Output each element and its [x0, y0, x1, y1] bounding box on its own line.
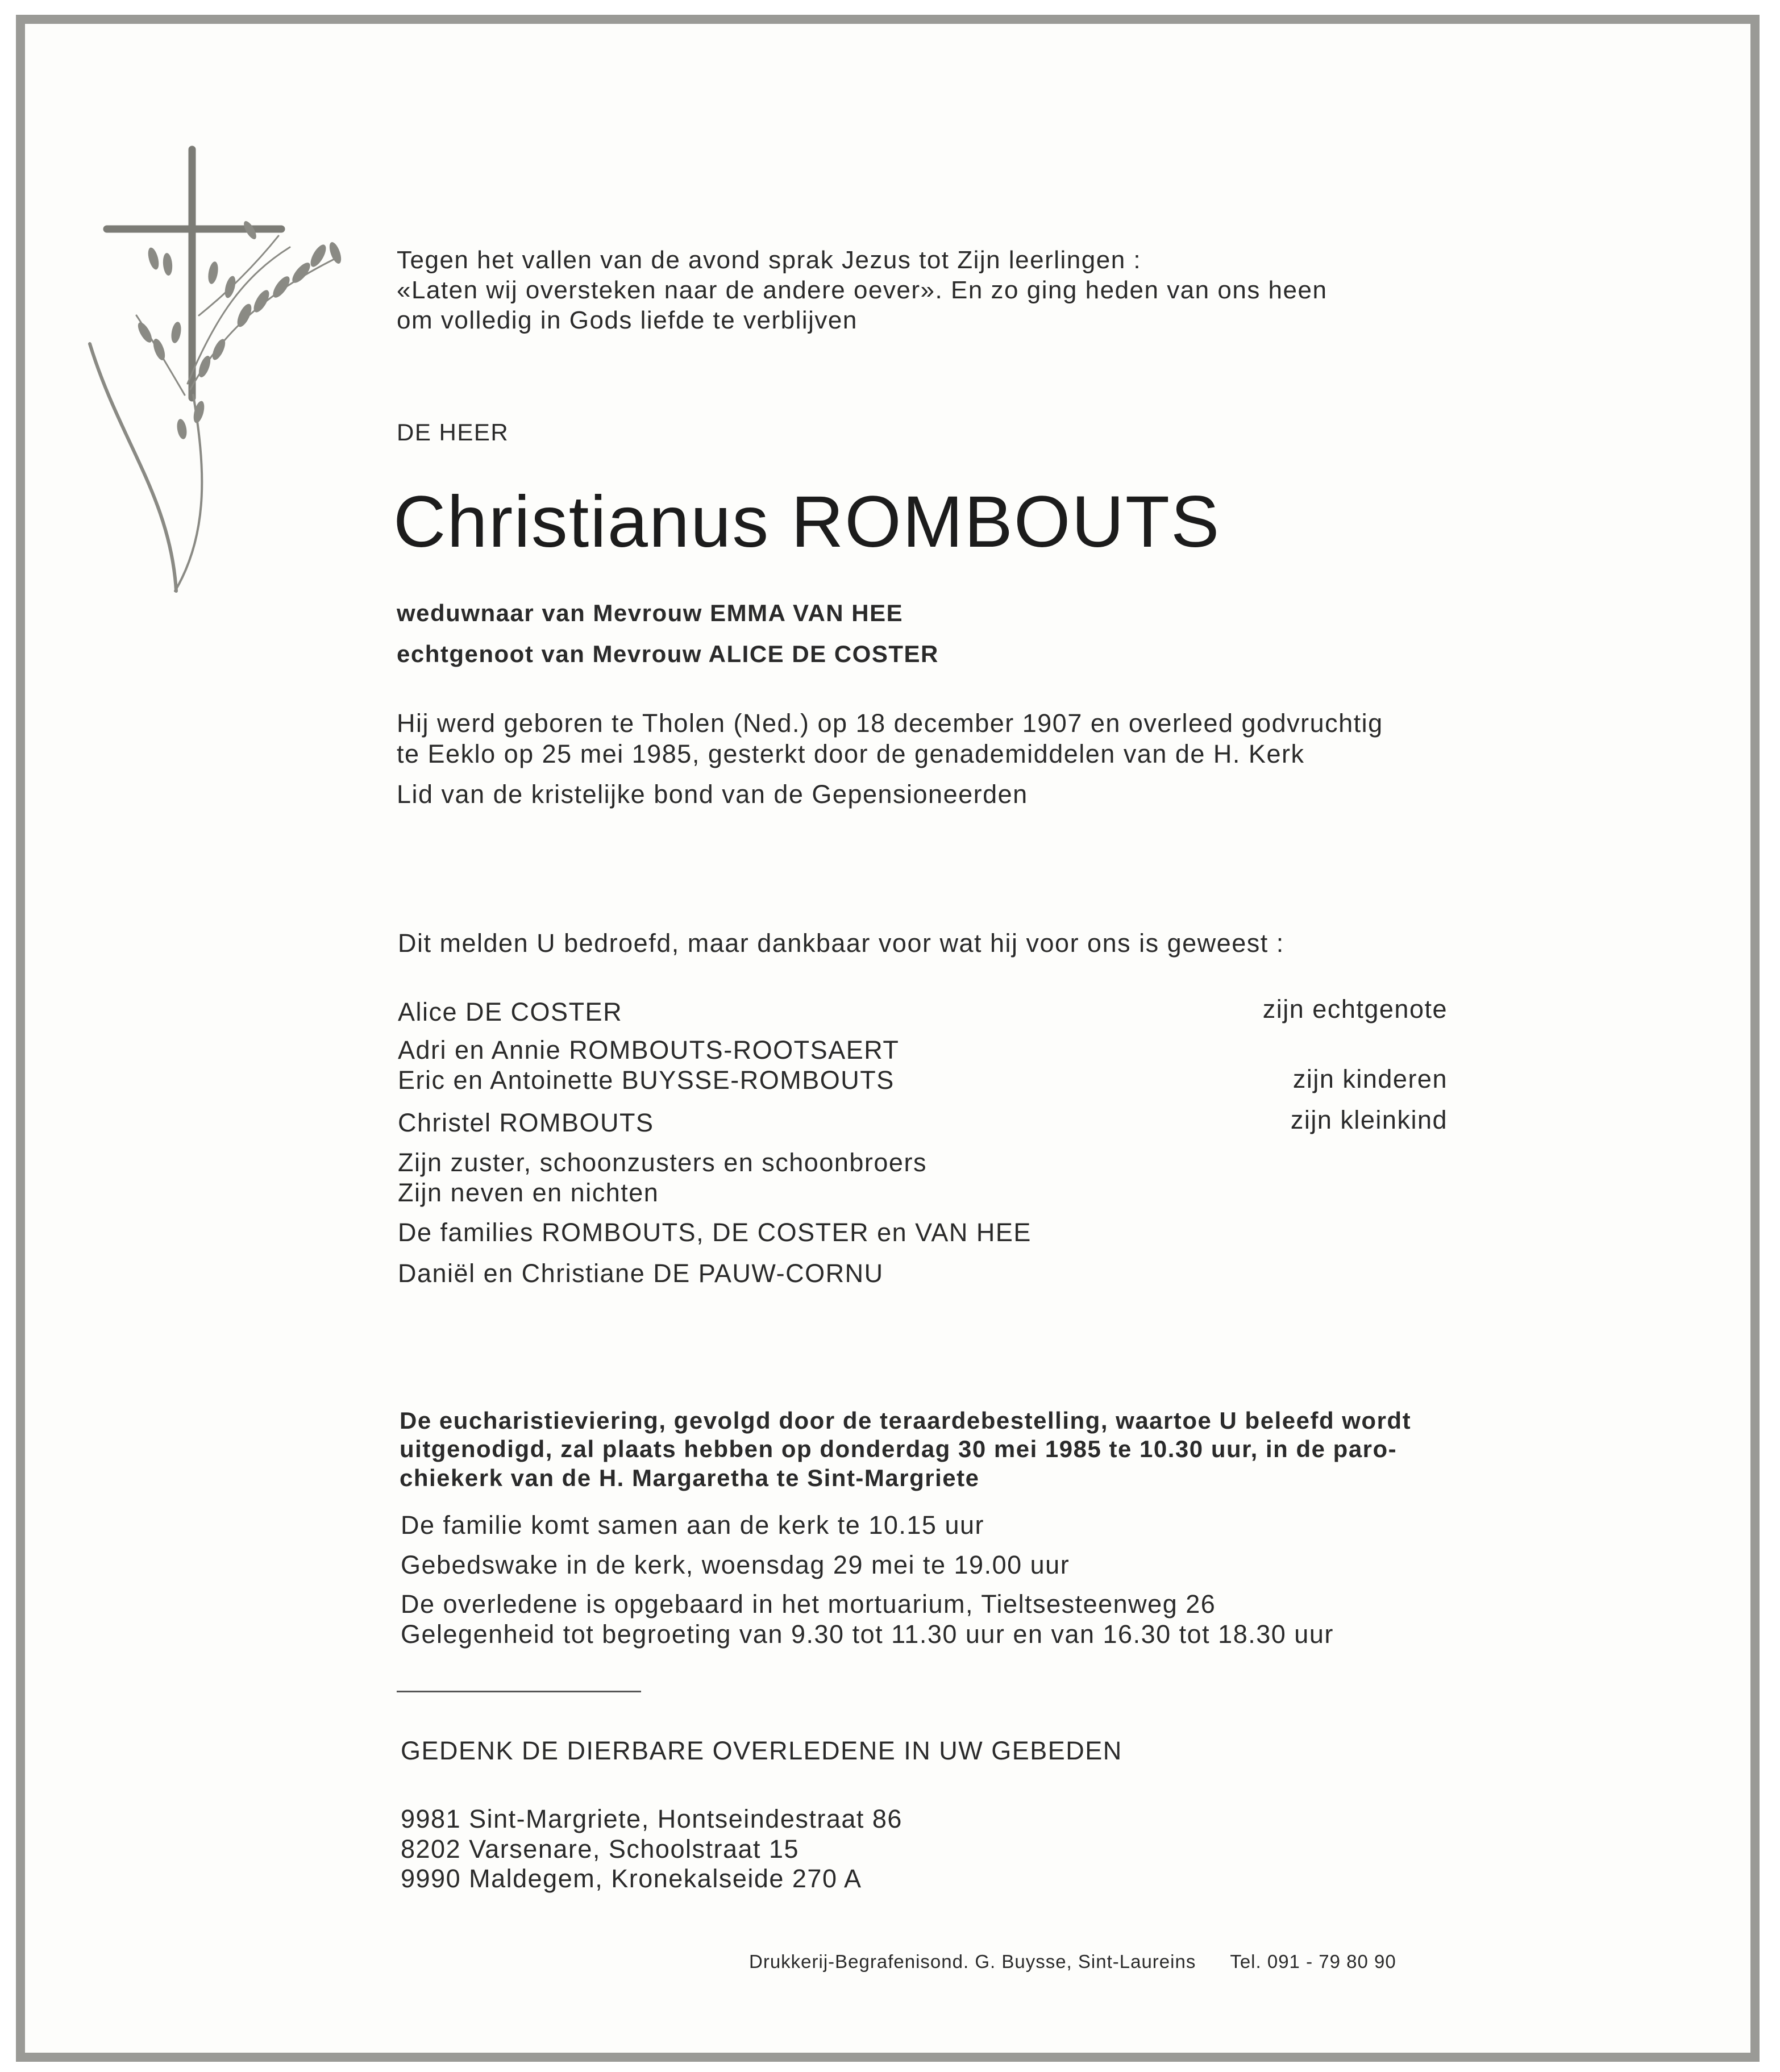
mourner-line: Zijn zuster, schoonzusters en schoonbroers — [398, 1148, 927, 1177]
biography — [397, 708, 1383, 769]
divider-line — [397, 1691, 641, 1692]
relation-label-children: zijn kinderen — [1292, 1064, 1448, 1093]
mourner-siblings — [398, 1148, 927, 1208]
quote-line: Tegen het vallen van de avond sprak Jezus tot Zijn leerlingen : — [397, 246, 1142, 274]
family-gathering: De familie komt samen aan de kerk te 10.15 uur — [401, 1511, 984, 1540]
address-line: 9990 Maldegem, Kronekalseide 270 A — [401, 1864, 862, 1894]
printer-phone: Tel. 091 - 79 80 90 — [1230, 1951, 1396, 1972]
remembrance-line: GEDENK DE DIERBARE OVERLEDENE IN UW GEBEDEN — [401, 1736, 1122, 1765]
mourner-child: Eric en Antoinette BUYSSE-ROMBOUTS — [398, 1065, 895, 1095]
service-line: De eucharistieviering, gevolgd door de teraardebestelling, waartoe U beleefd wordt — [400, 1407, 1412, 1434]
quote-line: «Laten wij oversteken naar de andere oever». En zo ging heden van ons heen — [397, 276, 1328, 304]
service-line: chiekerk van de H. Margaretha te Sint-Margriete — [400, 1464, 980, 1491]
mourner-line: Zijn neven en nichten — [398, 1178, 659, 1207]
mourner-child: Adri en Annie ROMBOUTS-ROOTSAERT — [398, 1035, 900, 1064]
service-line: uitgenodigd, zal plaats hebben op donderdag 30 mei 1985 te 10.30 uur, in de paro- — [400, 1436, 1398, 1463]
viewing-line: De overledene is opgebaard in het mortuarium, Tieltsesteenweg 26 — [401, 1590, 1216, 1619]
relation-label-grandchild: zijn kleinkind — [1290, 1105, 1448, 1134]
addresses — [401, 1804, 903, 1894]
announcement: Dit melden U bedroefd, maar dankbaar voor wat hij voor ons is geweest : — [398, 929, 1284, 958]
biography-line: Hij werd geboren te Tholen (Ned.) op 18 december 1907 en overleed godvruchtig — [397, 709, 1383, 738]
deceased-name: Christianus ROMBOUTS — [393, 481, 1221, 563]
service-main — [400, 1407, 1411, 1492]
mourner-grandchild: Christel ROMBOUTS — [398, 1108, 654, 1137]
mourner-friends: Daniël en Christiane DE PAUW-CORNU — [398, 1259, 884, 1288]
viewing-info — [401, 1590, 1334, 1649]
prayer-vigil: Gebedswake in de kerk, woensdag 29 mei te 19.00 uur — [401, 1550, 1070, 1579]
relation-spouse: echtgenoot van Mevrouw ALICE DE COSTER — [397, 640, 939, 667]
relation-widower: weduwnaar van Mevrouw EMMA VAN HEE — [397, 600, 904, 626]
biography-line: te Eeklo op 25 mei 1985, gesterkt door de genademiddelen van de H. Kerk — [397, 739, 1305, 768]
cross-wheat-emblem — [85, 145, 352, 600]
scripture-quote — [397, 246, 1327, 335]
mourner-spouse: Alice DE COSTER — [398, 997, 623, 1026]
printer-credit — [749, 1951, 1396, 1973]
honorific: DE HEER — [397, 419, 509, 446]
membership: Lid van de kristelijke bond van de Gepensioneerden — [397, 780, 1028, 809]
printer-name: Drukkerij-Begrafenisond. G. Buysse, Sint-Laureins — [749, 1951, 1196, 1972]
mourner-families: De families ROMBOUTS, DE COSTER en VAN HEE — [398, 1218, 1032, 1247]
relation-label-spouse: zijn echtgenote — [1262, 995, 1448, 1023]
viewing-line: Gelegenheid tot begroeting van 9.30 tot 11.30 uur en van 16.30 tot 18.30 uur — [401, 1619, 1334, 1649]
address-line: 8202 Varsenare, Schoolstraat 15 — [401, 1834, 800, 1863]
address-line: 9981 Sint-Margriete, Hontseindestraat 86 — [401, 1804, 903, 1833]
quote-line: om volledig in Gods liefde te verblijven — [397, 306, 858, 334]
mourner-children — [398, 1035, 899, 1095]
